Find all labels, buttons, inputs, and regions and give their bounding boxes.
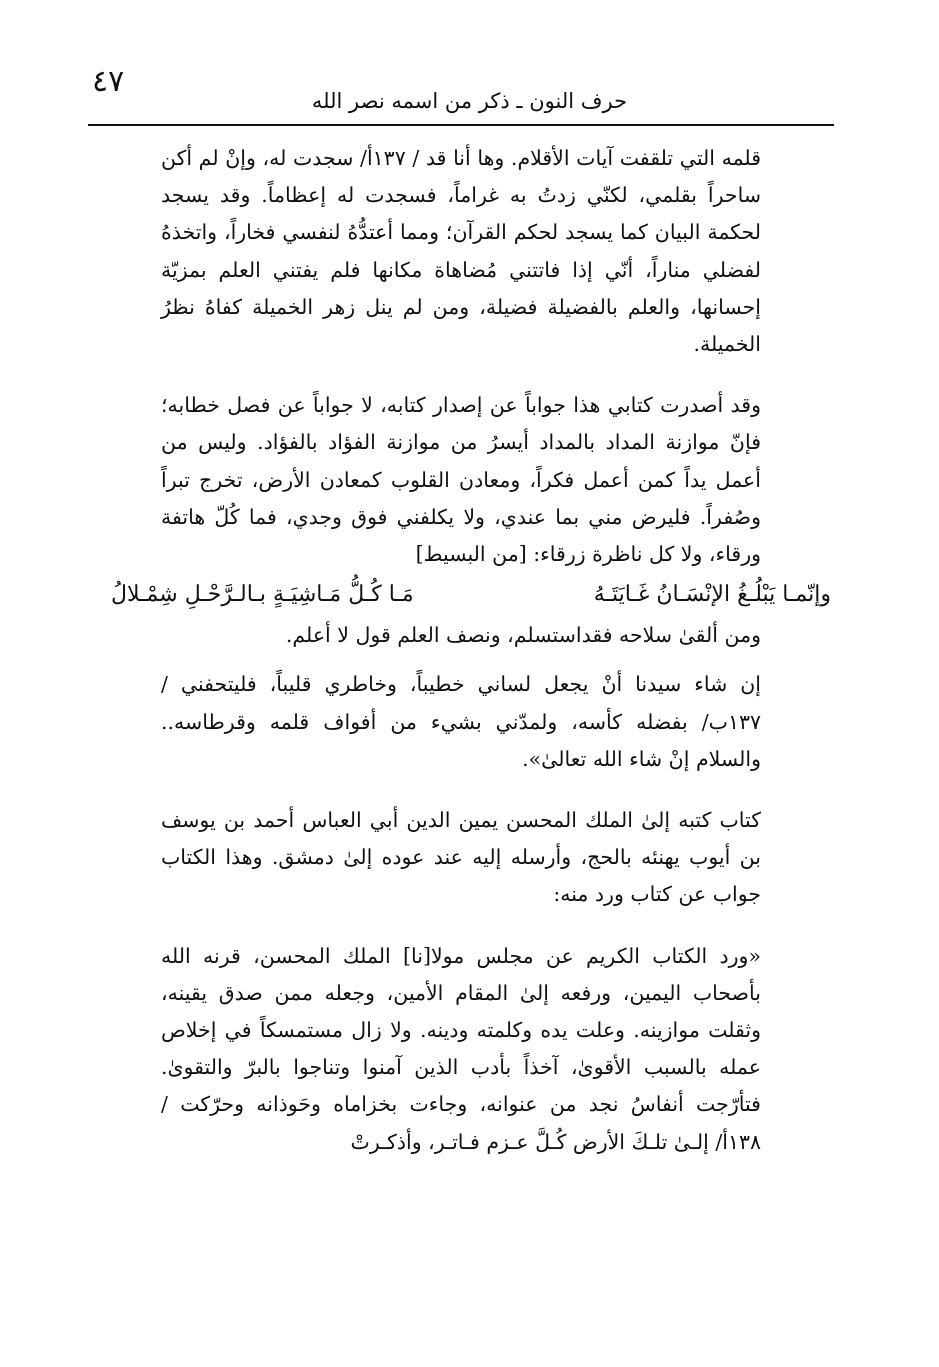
paragraph-gap [161,363,761,387]
verse-first-hemistich: وإنّمـا يَبْلُـغُ الإنْسَـانُ غَـايَتَـهُ [593,582,831,608]
header-rule [88,124,834,126]
paragraph-6: «ورد الكتاب الكريم عن مجلس مولا[نا] الملك المحسن، قرنه الله بأصحاب اليمين، ورفعه إلىٰ المقام الأمين، وجعله ممن صدق يقينه، وثقلت موازينه. وعلت يده وكلمته ودينه. ولا زال مستمسكاً في إخلاص عمله بالسبب الأقوىٰ، آخذاً بأدب الذين آمنوا وتناجوا بالبرّ والتقوىٰ. فتأرّجت أنفاسُ نجد من عنوانه، وجاءت بخزاماه وحَوذانه وحرّكت / ١٣٨أ/ إلـىٰ تلـكَ الأرض كُـلَّ عـزم فـاتـر، وأذكـرتْ [161,943,761,1154]
paragraph-5: كتاب كتبه إلىٰ الملك المحسن يمين الدين أبي العباس أحمد بن يوسف بن أيوب يهنئه بالحج، وأرسله إليه عند عوده إلىٰ دمشق. وهذا الكتاب جواب عن كتاب ورد منه: [161,808,761,907]
paragraph-1: قلمه التي تلقفت آيات الأقلام. وها أنا قد / ١٣٧أ/ سجدت له، وإنْ لم أكن ساحراً بقلمي، لكنّي زدتُ به غراماً، فسجدت له إعظاماً. وقد يسجد لحكمة البيان كما يسجد لحكم القرآن؛ ومما أعتدُّهُ لنفسي فخاراً، واتخذهُ لفضلي مناراً، أنّي إذا فاتتني مُضاهاة مكانها فلم يفتني العلم بمزيّة إحسانها، والعلم بالفضيلة فضيلة، ومن لم ينل زهر الخميلة كفاهُ نظرُ الخميلة. [161,146,762,357]
running-head: حرف النون ـ ذكر من اسمه نصر الله [311,89,628,113]
paragraph-2: وقد أصدرت كتابي هذا جواباً عن إصدار كتابه، لا جواباً عن فصل خطابه؛ فإنّ موازنة المداد بالمداد أيسرُ من موازنة الفؤاد بالفؤاد. وليس من أعمل يداً كمن أعمل فكراً، ومعادن القلوب كمعادن الأرض، تخرج تبراً وصُفراً. فليرض مني بما عندي، ولا يكلفني فوق وجدي، فما كُلّ هاتفة ورقاء، ولا كل ناظرة زرقاء: [من البسيط] [161,393,761,567]
paragraph-gap [161,654,761,666]
verse-second-hemistich: مَـا كُـلُّ مَـاشِيَـةٍ بـالـرَّحْـلِ شِمْـلالُ [111,582,414,608]
paragraph-gap [161,914,761,938]
paragraph-3: ومن ألقىٰ سلاحه فقداستسلم، ونصف العلم قول لا أعلم. [285,623,761,648]
paragraph-4: إن شاء سيدنا أنْ يجعل لساني خطيباً، وخاطري قليباً، فليتحفني / ١٣٧ب/ بفضله كأسه، ولمدّني بشيء من أفواف قلمه وقرطاسه.. والسلام إنْ شاء الله تعالىٰ». [161,672,761,771]
verse-line [111,573,831,617]
paragraph-gap [161,778,761,802]
text-block [111,140,831,1161]
page-number: ٤٧ [92,64,125,99]
